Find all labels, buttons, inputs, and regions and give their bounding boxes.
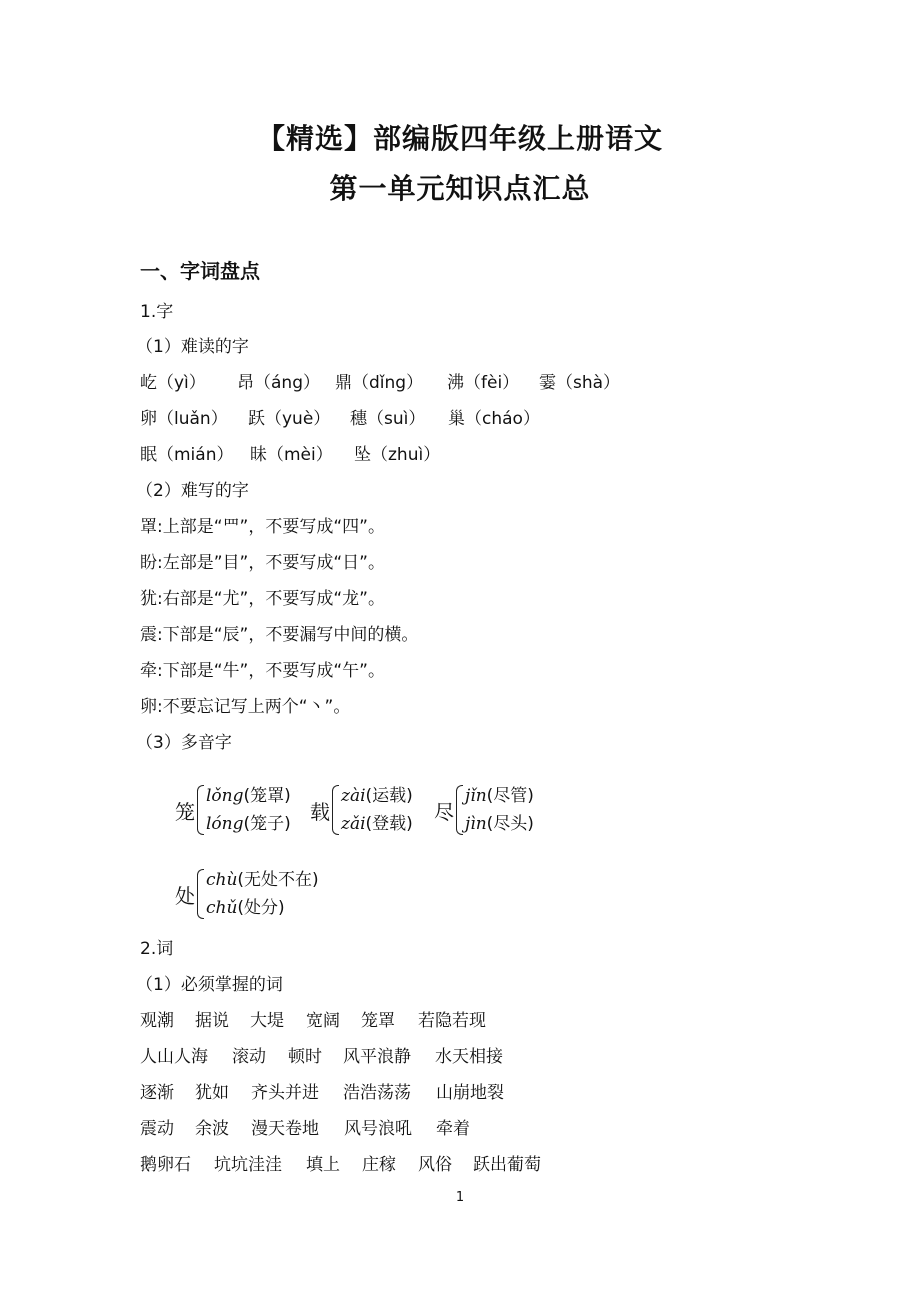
pinyin-item: 沸（fèi） [447,373,520,393]
word-row [140,1009,486,1033]
word-item: 漫天卷地 [251,1119,319,1139]
word-item: 观潮 [140,1011,174,1031]
polyphonic-group [310,782,413,838]
word-item: 风俗 [418,1155,452,1175]
poly-word: (无处不在) [237,870,319,890]
write-tip: 牵:下部是“牛”，不要写成“午”。 [140,661,385,681]
pinyin-item: 坠（zhuì） [354,445,441,465]
word-item: 滚动 [232,1047,266,1067]
write-tip: 震:下部是“辰”，不要漏写中间的横。 [140,625,419,645]
word-row [140,1153,541,1177]
subheading-char: 1.字 [140,302,174,322]
poly-char: 载 [310,799,330,824]
polyphonic-group [175,866,319,922]
poly-word: (笼子) [243,814,291,834]
brace-icon [197,785,204,835]
pinyin-row [140,371,620,395]
word-item: 牵着 [436,1119,470,1139]
brace-icon [456,785,463,835]
must-master-heading: （1）必须掌握的词 [136,975,283,995]
polyphonic-group [434,782,534,838]
write-tip: 盼:左部是”目”，不要写成“日”。 [140,553,385,573]
poly-pinyin: jǐn [465,786,487,806]
word-item: 齐头并进 [251,1083,319,1103]
word-item: 浩浩荡荡 [343,1083,411,1103]
word-item: 庄稼 [362,1155,396,1175]
word-item: 风平浪静 [343,1047,411,1067]
difficult-write-heading: （2）难写的字 [136,481,249,501]
poly-pinyin: lóng [206,814,244,834]
pinyin-item: 昂（áng） [237,373,320,393]
page-title: 【精选】部编版四年级上册语文 [256,122,663,155]
pinyin-item: 霎（shà） [539,373,621,393]
word-item: 若隐若现 [418,1011,486,1031]
poly-word: (尽头) [486,814,534,834]
word-item: 据说 [195,1011,229,1031]
poly-word: (尽管) [486,786,534,806]
write-tip: 罩:上部是“罒”，不要写成“四”。 [140,517,385,537]
poly-char: 笼 [175,799,195,824]
pinyin-row [140,407,540,431]
poly-char: 尽 [434,799,454,824]
poly-word: (登载) [365,814,413,834]
pinyin-item: 跃（yuè） [248,409,331,429]
poly-pinyin: zài [341,786,366,806]
word-item: 宽阔 [306,1011,340,1031]
difficult-read-heading: （1）难读的字 [136,337,249,357]
word-item: 震动 [140,1119,174,1139]
page-subtitle: 第一单元知识点汇总 [329,172,591,205]
word-row [140,1045,503,1069]
pinyin-item: 巢（cháo） [448,409,540,429]
poly-pinyin: chǔ [206,898,238,918]
word-row [140,1081,504,1105]
word-item: 鹅卵石 [140,1155,191,1175]
brace-icon [197,869,204,919]
pinyin-item: 穗（suì） [350,409,426,429]
pinyin-item: 卵（luǎn） [140,409,228,429]
word-row [140,1117,470,1141]
pinyin-item: 鼎（dǐng） [335,373,424,393]
word-item: 笼罩 [361,1011,395,1031]
section-heading: 一、字词盘点 [140,259,260,283]
page-number: 1 [455,1190,465,1205]
write-tip: 卵:不要忘记写上两个“丶”。 [140,697,351,717]
word-item: 风号浪吼 [344,1119,412,1139]
poly-word: (笼罩) [243,786,291,806]
pinyin-item: 屹（yì） [140,373,206,393]
pinyin-row [140,443,440,467]
poly-word: (处分) [237,898,285,918]
word-item: 填上 [306,1155,340,1175]
word-item: 余波 [195,1119,229,1139]
subheading-word: 2.词 [140,939,174,959]
poly-pinyin: lǒng [206,786,244,806]
word-item: 坑坑洼洼 [214,1155,282,1175]
word-item: 逐渐 [140,1083,174,1103]
word-item: 大堤 [250,1011,284,1031]
polyphonic-group [175,782,291,838]
word-item: 跃出葡萄 [473,1155,541,1175]
poly-pinyin: jìn [465,814,487,834]
brace-icon [332,785,339,835]
word-item: 犹如 [195,1083,229,1103]
word-item: 人山人海 [140,1047,208,1067]
pinyin-item: 眠（mián） [140,445,234,465]
word-item: 水天相接 [435,1047,503,1067]
word-item: 山崩地裂 [436,1083,504,1103]
poly-pinyin: chù [206,870,238,890]
poly-pinyin: zǎi [341,814,366,834]
poly-char: 处 [175,883,195,908]
poly-word: (运载) [365,786,413,806]
polyphonic-heading: （3）多音字 [136,733,232,753]
word-item: 顿时 [288,1047,322,1067]
pinyin-item: 昧（mèi） [250,445,333,465]
write-tip: 犹:右部是“尤”，不要写成“龙”。 [140,589,385,609]
